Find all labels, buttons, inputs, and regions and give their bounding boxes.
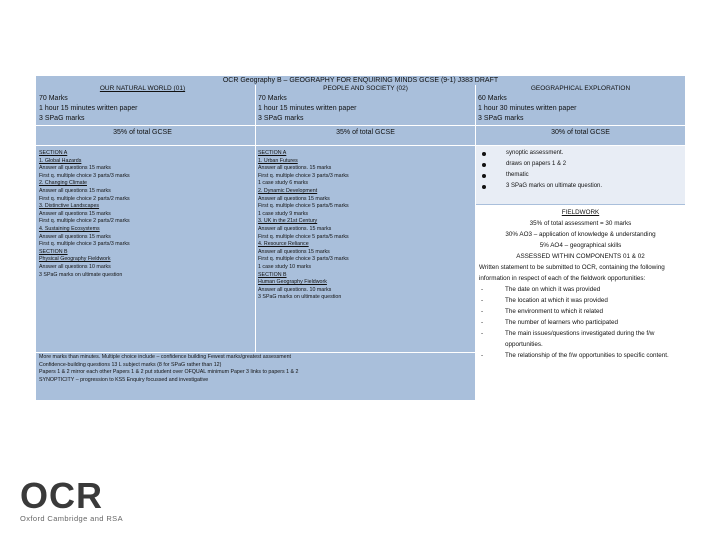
fieldwork-cell [476,205,685,400]
fieldwork-dash-text: The date on which it was provided [505,286,601,293]
fieldwork-line: 5% AO4 – geographical skills [539,242,622,249]
ocr-logo [20,475,180,538]
bullet-item: synoptic assessment. [506,148,685,159]
fieldwork-dash-text: The main issues/questions investigated during the f/w opportunities. [505,330,655,348]
dash-marker: - [481,330,484,337]
section-line: 1 case study 6 marks [258,180,309,187]
section-heading: 4. Sustaining Ecosystems [39,225,100,232]
section-line: Answer all questions 10 marks [39,263,111,270]
col3-info [478,94,683,124]
fieldwork-line: 35% of total assessment = 30 marks [529,220,632,227]
col2-duration: 1 hour 15 minutes written paper [258,105,357,112]
fieldwork-dash-text: The environment to which it related [505,308,604,315]
section-heading: 2. Changing Climate [39,180,87,187]
dash-marker: - [481,352,484,359]
col1-percent: 35% of total GCSE [36,126,249,144]
col3-duration: 1 hour 30 minutes written paper [478,105,577,112]
section-heading: SECTION B [258,271,287,278]
dash-marker: - [481,319,484,326]
bullet-item: thematic [506,170,685,181]
fieldwork-dash-text: The number of learners who participated [505,319,619,326]
fieldwork-dash-item [479,295,682,306]
col2-marks: 70 Marks [258,95,287,102]
section-line: First q. multiple choice 3 parts/3 marks [39,241,130,248]
ocr-logo-text: OCR [20,475,103,516]
dash-marker: - [481,297,484,304]
section-heading: Physical Geography Fieldwork [39,256,111,263]
col3-bullet-list [476,148,685,192]
section-line: Answer all questions 15 marks [258,248,330,255]
section-heading: SECTION A [39,150,68,156]
note-line: Confidence-building questions 13 L subject marks (8 for SPaG rather than 12) [39,361,222,368]
section-line: First q. multiple choice 3 parts/3 marks [258,172,349,179]
section-line: First q. multiple choice 2 parts/2 marks [39,195,130,202]
fieldwork-dash-item [479,284,682,295]
section-line: Answer all questions 15 marks [258,195,330,202]
section-line: Answer all questions 15 marks [39,165,111,172]
col3-heading: GEOGRAPHICAL EXPLORATION [530,85,631,92]
section-heading: 1. Urban Futures [258,157,298,164]
fieldwork-dash-text: The location at which it was provided [505,297,608,304]
col1-spag: 3 SPaG marks [39,115,85,122]
note-line: SYNOPTICITY – progression to KS5 Enquiry focussed and investigative [39,376,209,383]
note-line: Papers 1 & 2 mirror each other Papers 1 & 2 put student over OFQUAL minimum Paper 3 links to papers 1 & 2 [39,369,299,376]
col1-marks: 70 Marks [39,95,68,102]
col1-heading: OUR NATURAL WORLD (01) [99,85,186,92]
section-line: 3 SPaG marks on ultimate question [39,271,123,278]
col2-heading-cell [256,85,475,94]
section-line: 3 SPaG marks on ultimate question [258,294,342,301]
col3-marks: 60 Marks [478,95,507,102]
section-line: Answer all questions. 15 marks [258,165,332,172]
notes-cell [39,354,473,398]
section-line: First q. multiple choice 2 parts/2 marks [39,218,130,225]
col3-spag: 3 SPaG marks [478,115,524,122]
section-heading: SECTION A [258,150,287,156]
section-line: First q. multiple choice 5 parts/5 marks [258,233,349,240]
col2-body [258,150,473,350]
col1-heading-cell [36,85,249,94]
col1-section-list [39,150,249,279]
section-heading: 3. Distinctive Landscapes [39,203,100,210]
col3-bullets-cell [476,146,685,204]
fieldwork-heading: FIELDWORK [561,209,600,216]
fieldwork-dash-item [479,317,682,328]
section-line: Answer all questions 15 marks [39,233,111,240]
bullet-item: draws on papers 1 & 2 [506,159,685,170]
col2-section-list [258,150,473,302]
dash-marker: - [481,308,484,315]
section-heading: SECTION B [39,248,68,255]
section-line: 1 case study 10 marks [258,263,311,270]
section-heading: 2. Dynamic Development [258,187,318,194]
col3-percent: 30% of total GCSE [476,126,685,144]
fieldwork-dash-item [479,328,682,350]
col3-heading-cell [476,85,685,94]
section-heading: 4. Resource Reliance [258,241,309,248]
section-line: Answer all questions 15 marks [39,187,111,194]
fieldwork-intro: Written statement to be submitted to OCR, containing the following information in respect of each of the fieldwork opportunities: [479,264,665,282]
fieldwork-line: ASSESSED WITHIN COMPONENTS 01 & 02 [516,253,645,260]
col1-body [39,150,249,350]
fieldwork-dash-item [479,350,682,361]
col1-duration: 1 hour 15 minutes written paper [39,105,138,112]
section-heading: 3. UK in the 21st Century [258,218,318,225]
fieldwork-dash-list [479,284,682,361]
fieldwork-line: 30% AO3 – application of knowledge & understanding [505,231,656,238]
col2-percent: 35% of total GCSE [256,126,475,144]
table-title: OCR Geography B – GEOGRAPHY FOR ENQUIRING MINDS GCSE (9-1) J383 DRAFT [36,76,685,85]
note-line: More marks than minutes. Multiple choice include – confidence building Fewest marks/greatest assessment [39,354,292,360]
col2-spag: 3 SPaG marks [258,115,304,122]
fieldwork-dash-text: The relationship of the f/w opportunities to specific content. [505,352,669,359]
fieldwork-dash-item [479,306,682,317]
ocr-logo-subtitle: Oxford Cambridge and RSA [20,514,123,523]
section-line: Answer all questions. 10 marks [258,286,332,293]
col2-heading: PEOPLE AND SOCIETY (02) [323,85,408,92]
section-line: 1 case study 9 marks [258,210,309,217]
section-line: First q. multiple choice 3 parts/3 marks [258,256,349,263]
section-line: Answer all questions 15 marks [39,210,111,217]
col2-info [258,94,473,124]
dash-marker: - [481,286,484,293]
section-heading: Human Geography Fieldwork [258,279,327,286]
col1-info [39,94,249,124]
section-line: First q. multiple choice 3 parts/3 marks [39,172,130,179]
section-heading: 1. Global Hazards [39,157,82,164]
section-line: First q. multiple choice 5 parts/5 marks [258,203,349,210]
section-line: Answer all questions. 15 marks [258,225,332,232]
bullet-item: 3 SPaG marks on ultimate question. [506,181,685,192]
